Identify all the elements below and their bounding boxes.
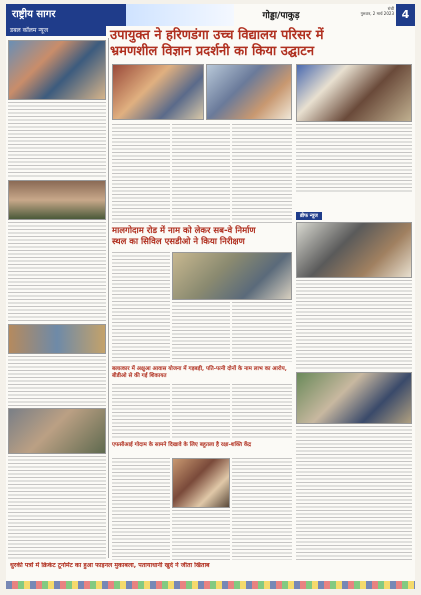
page-number: 4 [396,4,415,26]
main-headline-line-2: भ्रमणशील विज्ञान प्रदर्शनी का किया उद्घाटन [110,44,315,59]
left-top-text [8,102,106,178]
third-headline: बलात्कार में अक्षुआ आवास योजना में गड़बड़ी, पति-पत्नी दोनों के नाम लाभ का आरोप, बीडीओ से की गई शिकायत [112,366,287,379]
second-headline [112,226,294,248]
left-middle-photo [8,180,106,220]
masthead [6,4,415,26]
bottom-headline: धुरकी पत्रों में क्रिकेट टूर्नामेंट का हुआ फाइनल मुकाबला, पतायाधानी खुर्द ने जीता खिताब [10,562,210,569]
date-line [328,6,394,24]
right-middle-text [296,280,412,370]
main-story-text-2 [172,124,230,224]
left-top-photo [8,40,106,100]
right-top-text [296,124,412,194]
right-middle-photo [296,222,412,278]
right-lower-photo [296,372,412,424]
third-story-text-2 [172,384,230,440]
left-bottom-text [8,456,106,560]
right-top-photo [296,64,412,122]
newspaper-page [6,4,415,589]
left-middle-text [8,222,106,322]
masthead-banner [126,4,234,26]
column-rule [108,38,109,558]
date-label: गुरुवार, 2 मार्च 2023 [360,11,394,16]
double-column-tag: डबल कॉलम न्यूज [6,26,106,36]
footer-strip [6,581,415,589]
second-headline-line-1: मालगोदाम रोड में नाम को लेकर सब-वे निर्माण [112,226,256,236]
left-lower-text [8,356,106,406]
third-story-text-1 [112,384,170,440]
left-lower-photo [8,324,106,354]
main-story-text-3 [232,124,292,224]
fourth-story-text-1 [112,458,170,560]
third-story-text-3 [232,384,292,440]
main-headline-line-1: उपायुक्त ने हरिणडंगा उच्च विद्यालय परिसर में [110,28,324,43]
fourth-headline: एफसीआई गोदाम के सामने दिखावे के लिए बहुतला है रक्षा-शक्ति केंद्र [112,442,252,448]
subway-photo [172,252,292,300]
main-headline [110,28,410,60]
section-title: गोड्डा/पाकुड़ [262,11,300,21]
second-headline-line-2: स्थल का सिविल एसडीओ ने किया निरीक्षण [112,237,245,247]
main-story-text-1 [112,124,170,224]
fourth-story-text-2 [172,510,230,560]
exhibition-photo-2 [206,64,292,120]
fci-godown-photo [172,458,230,508]
brief-news-title: ब्रीफ न्यूज [296,212,322,220]
left-bottom-photo [8,408,106,454]
second-story-text-3 [232,302,292,362]
fourth-story-text-3 [232,458,292,560]
right-lower-text [296,426,412,560]
newspaper-brand: राष्ट्रीय सागर [6,4,126,26]
second-story-text-1 [112,252,170,362]
city-label: रांची [387,6,394,11]
second-story-text-2 [172,302,230,362]
exhibition-photo-1 [112,64,204,120]
